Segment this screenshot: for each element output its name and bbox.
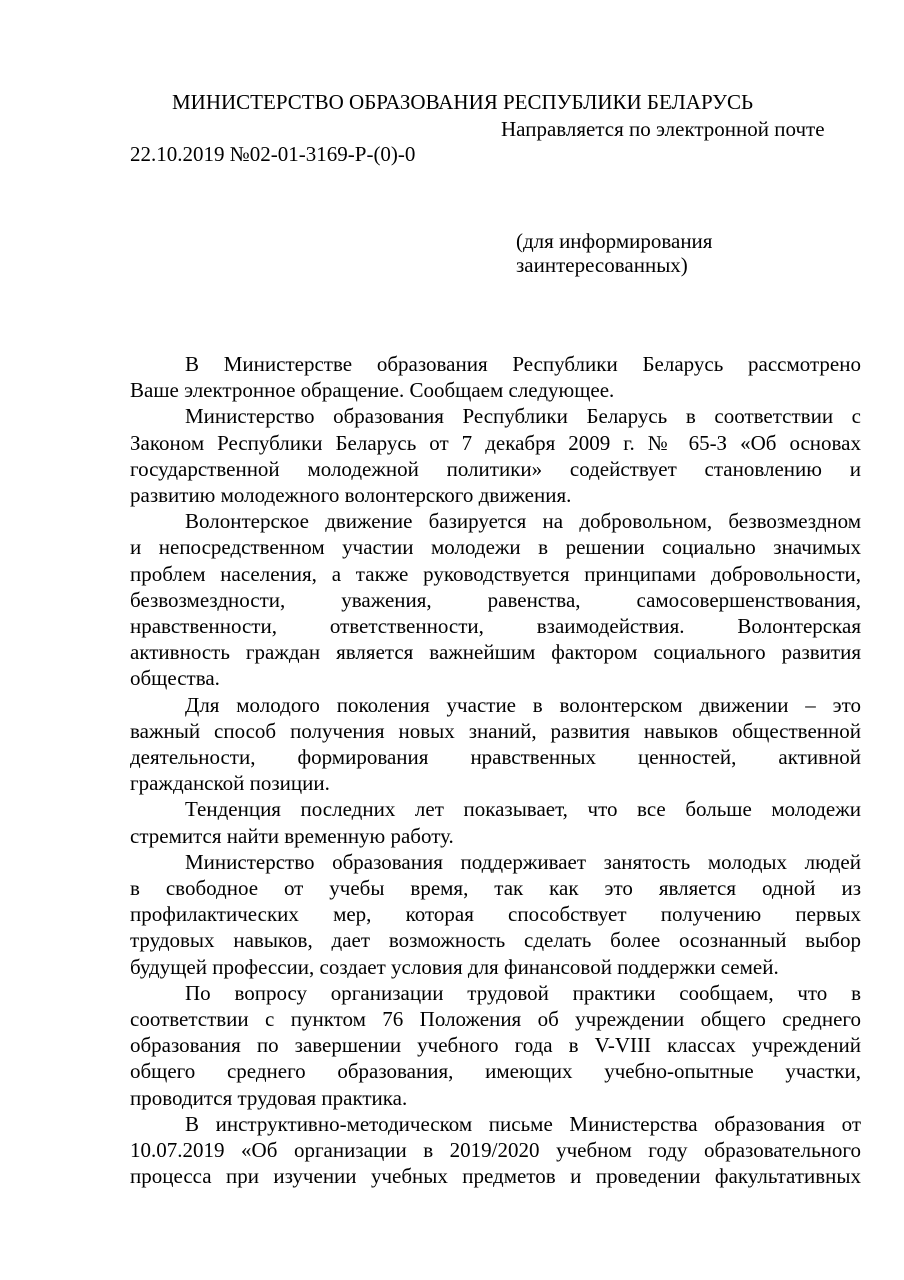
- paragraph-line: стремится найти временную работу.: [130, 823, 454, 848]
- paragraph-line: Законом Республики Беларусь от 7 декабря 2009 г. № 65-З «Об основах: [130, 430, 861, 455]
- paragraph-line: Волонтерское движение базируется на добровольном, безвозмездном: [185, 509, 861, 534]
- paragraph-line: По вопросу организации трудовой практики сообщаем, что в: [185, 980, 861, 1005]
- paragraph-line: Министерство образования Республики Беларусь в соответствии с: [185, 404, 861, 429]
- paragraph-line: профилактических мер, которая способствует получению первых: [130, 902, 861, 927]
- body-paragraph: [130, 1111, 861, 1190]
- paragraph-line: трудовых навыков, дает возможность сделать более осознанный выбор: [130, 928, 861, 953]
- paragraph-line: общества.: [130, 666, 220, 691]
- paragraph-line: и непосредственном участии молодежи в решении социально значимых: [130, 535, 861, 560]
- paragraph-line: нравственности, ответственности, взаимодействия. Волонтерская: [130, 614, 861, 639]
- paragraph-line: важный способ получения новых знаний, развития навыков общественной: [130, 718, 861, 743]
- paragraph-line: В Министерстве образования Республики Беларусь рассмотрено: [185, 352, 861, 376]
- document-number: 22.10.2019 №02-01-3169-Р-(0)-0: [130, 142, 416, 166]
- body-paragraph: [130, 796, 861, 848]
- body-paragraph: [130, 403, 861, 508]
- paragraph-line: образования по завершении учебного года в V-VIII классах учреждений: [130, 1033, 861, 1058]
- paragraph-line: общего среднего образования, имеющих учебно-опытные участки,: [130, 1059, 861, 1084]
- paragraph-line: Для молодого поколения участие в волонтерском движении – это: [185, 692, 861, 717]
- paragraph-line: соответствии с пунктом 76 Положения об учреждении общего среднего: [130, 1007, 861, 1032]
- paragraph-line: Министерство образования поддерживает занятость молодых людей: [185, 849, 861, 874]
- body-paragraph: [130, 508, 861, 691]
- paragraph-line: В инструктивно-методическом письме Министерства образования от: [185, 1111, 861, 1136]
- paragraph-line: государственной молодежной политики» содействует становлению и: [130, 456, 861, 481]
- paragraph-line: будущей профессии, создает условия для финансовой поддержки семей.: [130, 954, 779, 979]
- paragraph-line: деятельности, формирования нравственных ценностей, активной: [130, 745, 861, 770]
- paragraph-line: проблем населения, а также руководствуется принципами добровольности,: [130, 561, 861, 586]
- paragraph-line: процесса при изучении учебных предметов и проведении факультативных: [130, 1164, 861, 1189]
- addressee-note: [516, 229, 712, 277]
- paragraph-line: безвозмездности, уважения, равенства, самосовершенствования,: [130, 587, 861, 612]
- addressee-note-line: (для информирования: [516, 229, 713, 253]
- ministry-title: МИНИСТЕРСТВО ОБРАЗОВАНИЯ РЕСПУБЛИКИ БЕЛАРУСЬ: [172, 90, 754, 114]
- paragraph-line: в свободное от учебы время, так как это является одной из: [130, 876, 861, 901]
- body-paragraph: [130, 849, 861, 980]
- paragraph-line: 10.07.2019 «Об организации в 2019/2020 учебном году образовательного: [130, 1138, 861, 1163]
- body-paragraph: [130, 692, 861, 797]
- body-paragraph: [130, 980, 861, 1111]
- letter-body: [130, 351, 861, 1190]
- paragraph-line: проводится трудовая практика.: [130, 1085, 408, 1110]
- paragraph-line: активность граждан является важнейшим фактором социального развития: [130, 640, 861, 665]
- body-paragraph: [130, 351, 861, 403]
- paragraph-line: гражданской позиции.: [130, 771, 330, 796]
- addressee-note-line: заинтересованных): [516, 253, 688, 277]
- delivery-note: Направляется по электронной почте: [501, 117, 825, 141]
- paragraph-line: Ваше электронное обращение. Сообщаем следующее.: [130, 378, 615, 403]
- paragraph-line: развитию молодежного волонтерского движения.: [130, 483, 572, 508]
- paragraph-line: Тенденция последних лет показывает, что все больше молодежи: [185, 797, 861, 822]
